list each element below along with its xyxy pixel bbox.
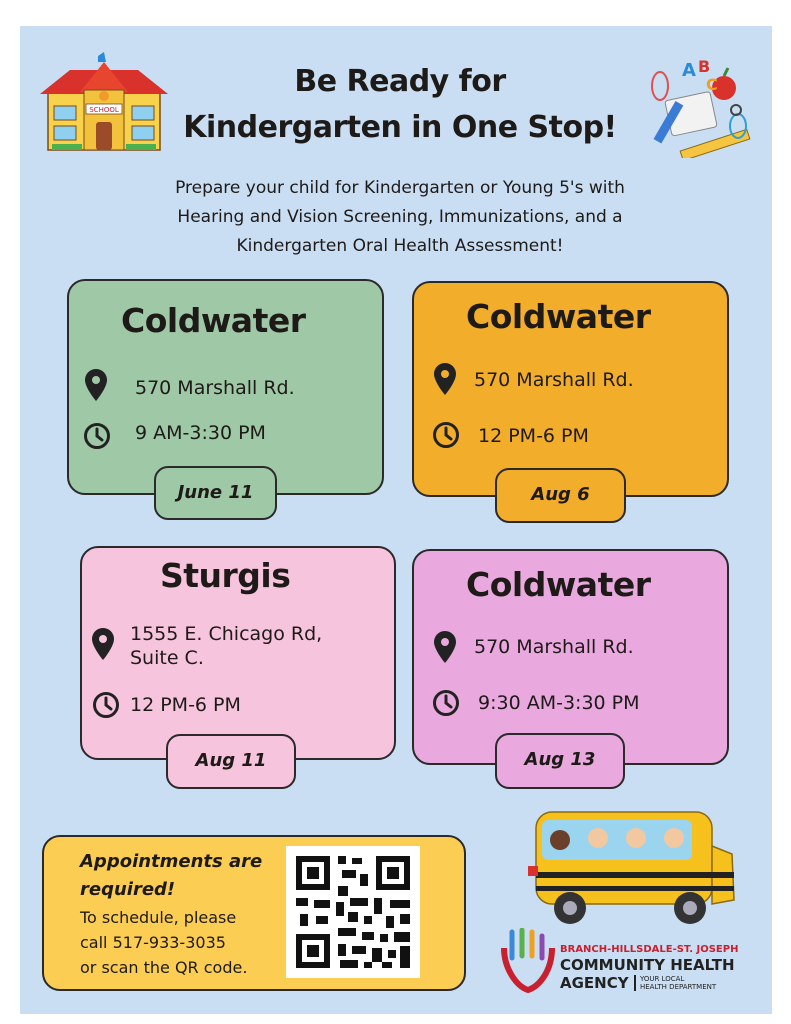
clock-icon [92, 691, 120, 719]
appointment-heading-line1: Appointments are [80, 851, 263, 872]
card-address: 1555 E. Chicago Rd, [130, 623, 323, 645]
appointment-text-line2: call 517-933-3035 [80, 933, 226, 952]
card-city: Coldwater [121, 301, 306, 340]
card-date-badge: Aug 11 [166, 734, 296, 789]
location-pin-icon [85, 369, 107, 401]
card-city: Coldwater [466, 565, 651, 604]
card-city: Sturgis [160, 556, 291, 595]
agency-name-line1: BRANCH-HILLSDALE-ST. JOSEPH [560, 944, 739, 955]
intro-text-line2: Hearing and Vision Screening, Immunizations, and a [177, 207, 623, 227]
agency-name-line2: COMMUNITY HEALTH [560, 956, 735, 974]
school-bus-icon [528, 806, 740, 930]
intro-text-line3: Kindergarten Oral Health Assessment! [236, 236, 564, 256]
event-card-coldwater-june [67, 279, 384, 495]
card-address: 570 Marshall Rd. [474, 369, 634, 391]
card-date-badge: Aug 6 [495, 468, 626, 523]
agency-name-line3: AGENCY [560, 974, 629, 992]
appointment-text-line1: To schedule, please [80, 908, 237, 927]
page-title-line1: Be Ready for [294, 64, 506, 99]
card-address-line2: Suite C. [130, 647, 204, 669]
location-pin-icon [434, 363, 456, 395]
card-time: 9:30 AM-3:30 PM [478, 692, 640, 714]
location-pin-icon [92, 628, 114, 660]
qr-code[interactable] [286, 846, 420, 978]
agency-tagline-line1: YOUR LOCAL [640, 975, 685, 983]
intro-text-line1: Prepare your child for Kindergarten or Young 5's with [175, 178, 625, 198]
location-pin-icon [434, 631, 456, 663]
card-address: 570 Marshall Rd. [135, 377, 295, 399]
svg-text:C: C [706, 75, 718, 94]
card-date-badge: Aug 13 [495, 733, 625, 789]
card-time: 9 AM-3:30 PM [135, 422, 266, 444]
card-time: 12 PM-6 PM [130, 694, 241, 716]
clock-icon [83, 422, 111, 450]
card-date-badge: June 11 [154, 466, 277, 520]
svg-text:B: B [698, 57, 711, 76]
agency-tagline-line2: HEALTH DEPARTMENT [640, 983, 717, 991]
clock-icon [432, 689, 460, 717]
event-card-sturgis-aug11 [80, 546, 396, 760]
agency-divider [634, 975, 636, 991]
page-title-line2: Kindergarten in One Stop! [183, 110, 617, 145]
appointment-text-line3: or scan the QR code. [80, 958, 248, 977]
card-address: 570 Marshall Rd. [474, 636, 634, 658]
event-card-coldwater-aug6 [412, 281, 729, 497]
svg-text:A: A [682, 60, 696, 81]
card-city: Coldwater [466, 297, 651, 336]
clock-icon [432, 421, 460, 449]
appointment-heading-line2: required! [80, 879, 176, 900]
card-time: 12 PM-6 PM [478, 425, 589, 447]
school-sign-text: SCHOOL [89, 106, 119, 114]
agency-logo-hands-icon [498, 928, 556, 994]
